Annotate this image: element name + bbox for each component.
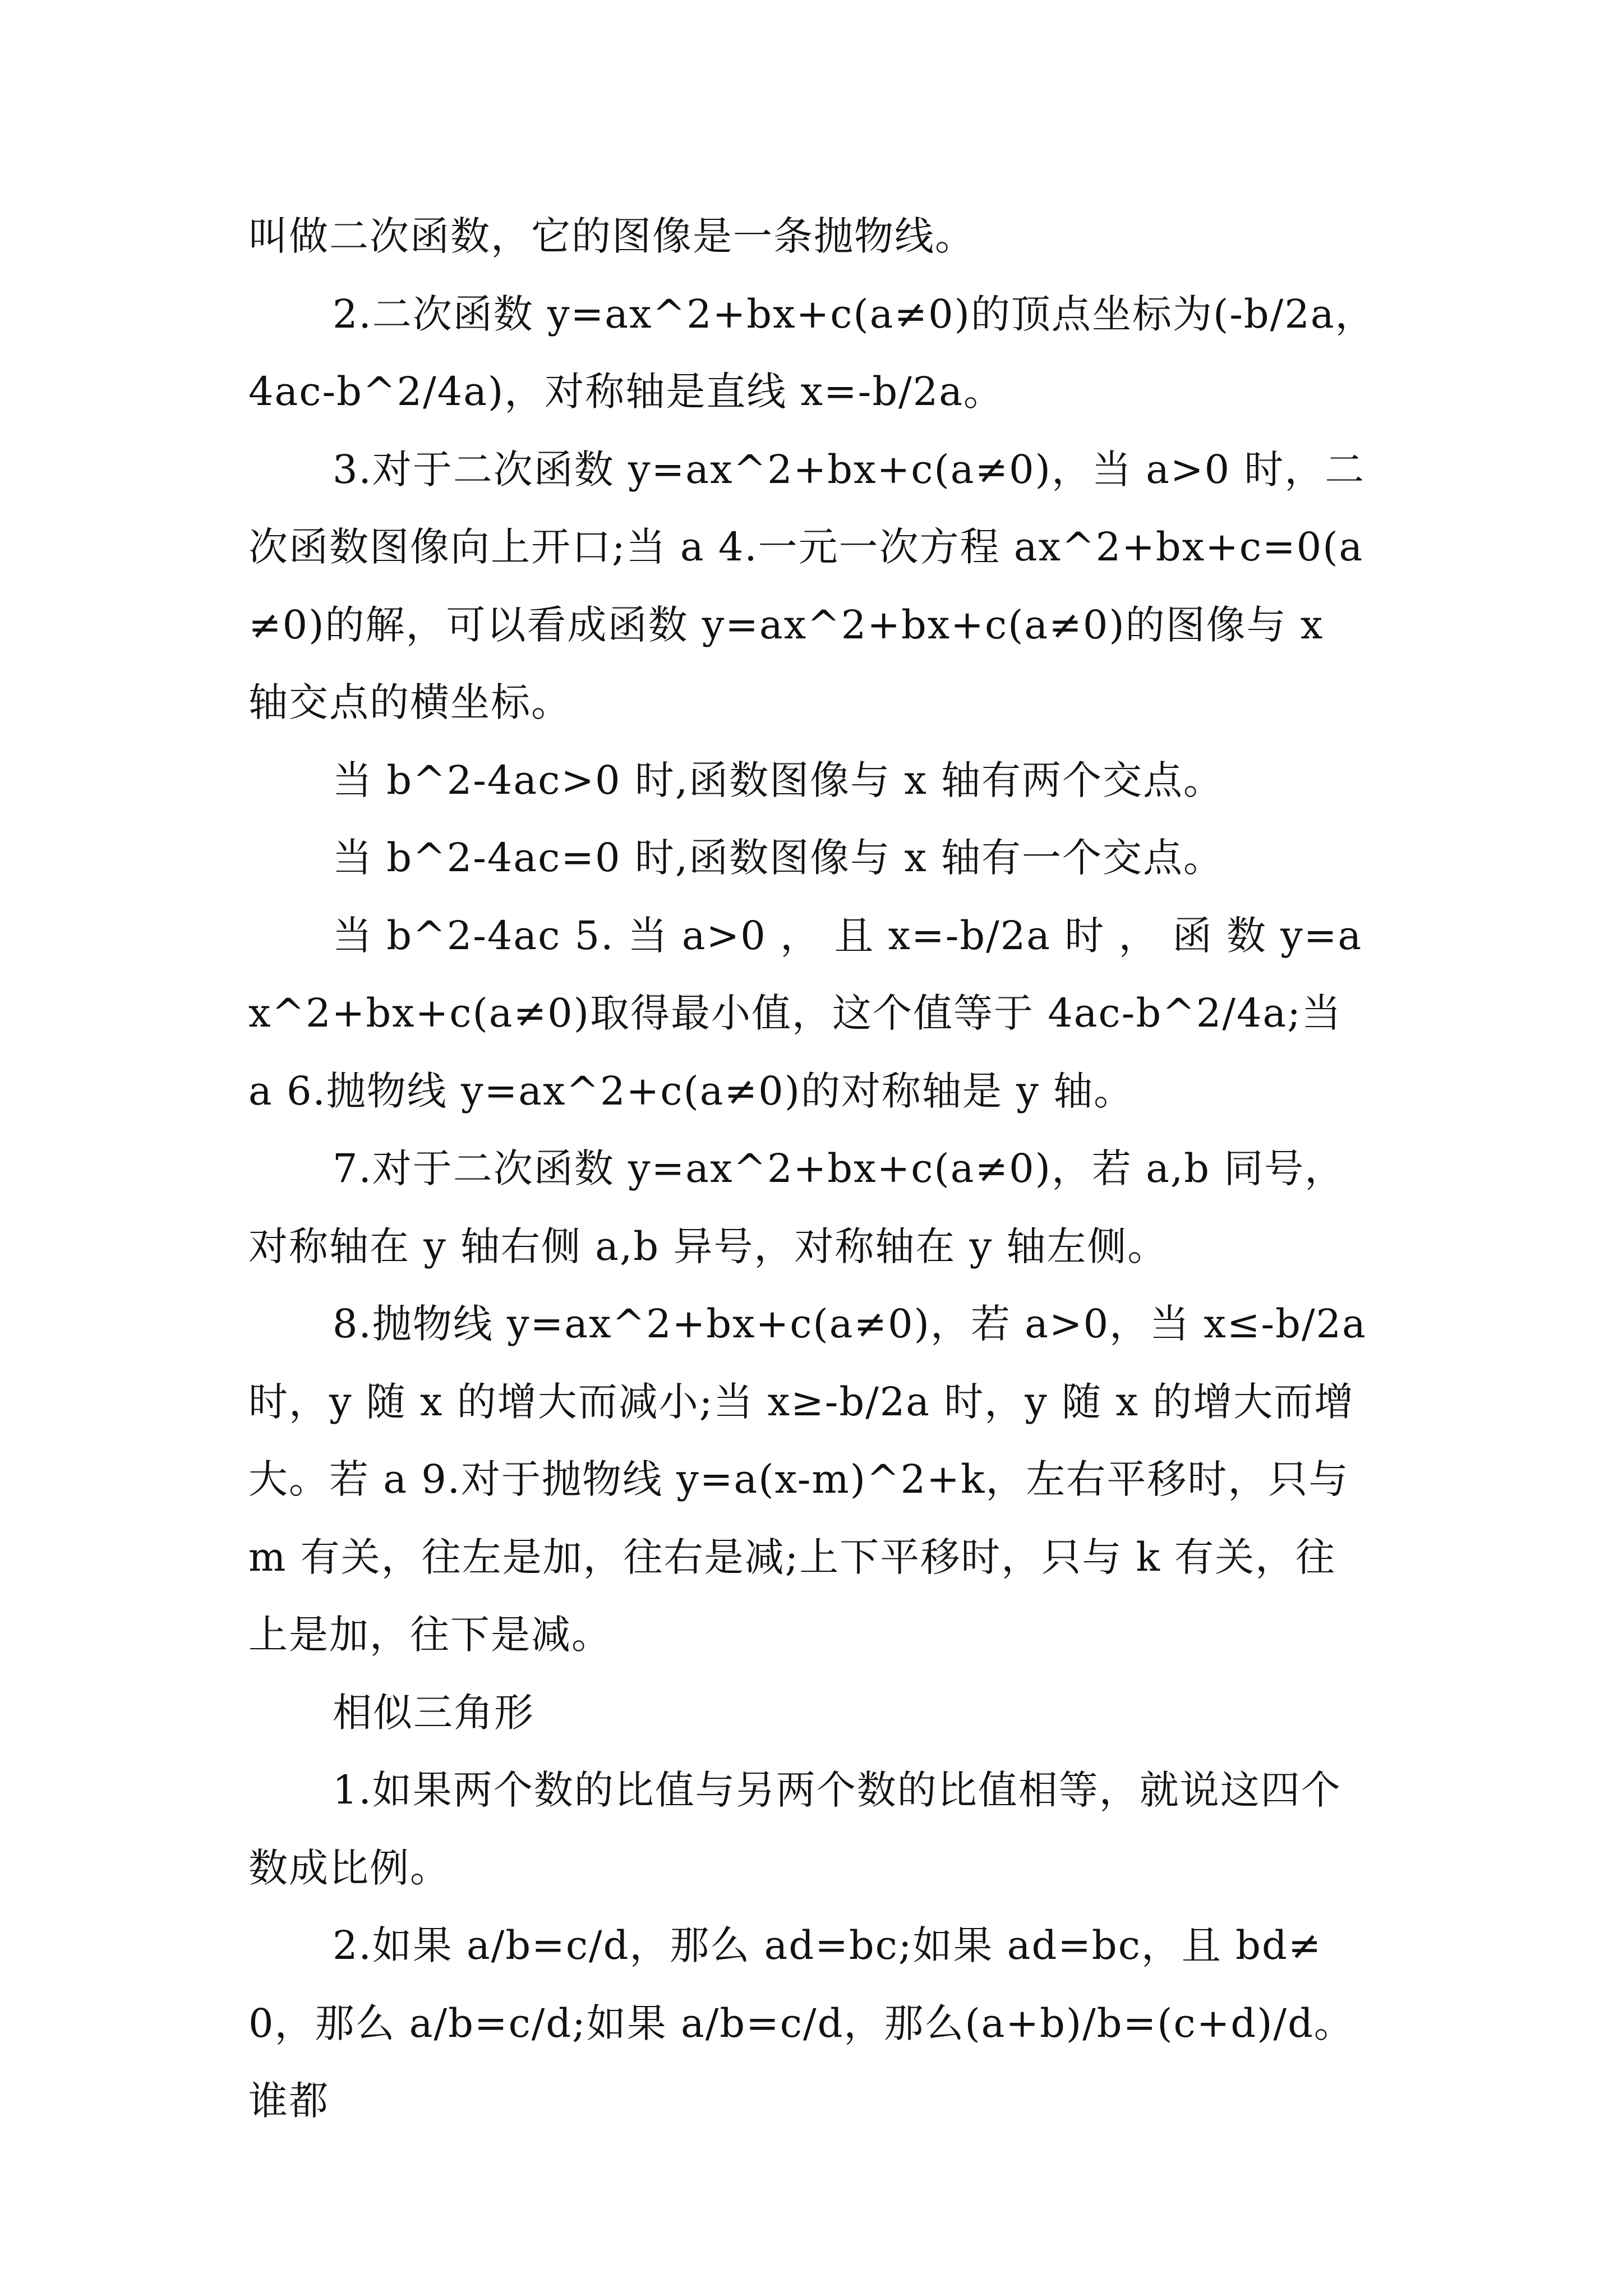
paragraph-two-intersections: 当 b^2-4ac>0 时,函数图像与 x 轴有两个交点。 [333, 757, 1224, 803]
document-body [248, 197, 1376, 2140]
paragraph-monotonicity: 8.抛物线 y=ax^2+bx+c(a≠0)，若 a>0，当 x≤-b/2a 时，y 随 x 的增大而减小;当 x≥-b/2a 时，y 随 x 的增大而增大。若 a 9.对于抛物线 y=a(x-m)^2+k，左右平移时，只与 m 有关，往左是加，往右是减;上下平移时，只与 k 有关，往上是加，往下是减。 [248, 1301, 1367, 1658]
paragraph-proportion-definition: 1.如果两个数的比值与另两个数的比值相等，就说这四个数成比例。 [248, 1767, 1341, 1891]
paragraph-axis-of-symmetry: 7.对于二次函数 y=ax^2+bx+c(a≠0)，若 a,b 同号，对称轴在 y 轴右侧 a,b 异号，对称轴在 y 轴左侧。 [248, 1145, 1345, 1269]
paragraph-opening-direction: 3.对于二次函数 y=ax^2+bx+c(a≠0)，当 a>0 时，二次函数图像向上开口;当 a 4.一元一次方程 ax^2+bx+c=0(a≠0)的解，可以看成函数 y=ax^2+bx+c(a≠0)的图像与 x 轴交点的横坐标。 [248, 446, 1366, 725]
paragraph-continuation: 叫做二次函数，它的图像是一条抛物线。 [248, 213, 975, 259]
paragraph-one-intersection: 当 b^2-4ac=0 时,函数图像与 x 轴有一个交点。 [333, 835, 1224, 881]
section-heading-similar-triangles: 相似三角形 [333, 1689, 534, 1736]
paragraph-minimum-value: 当 b^2-4ac 5. 当 a>0 ， 且 x=-b/2a 时 ， 函 数 y=ax^2+bx+c(a≠0)取得最小值，这个值等于 4ac-b^2/4a;当 a 6.抛物线 y=ax^2+c(a≠0)的对称轴是 y 轴。 [248, 912, 1363, 1114]
paragraph-proportion-properties: 2.如果 a/b=c/d，那么 ad=bc;如果 ad=bc，且 bd≠0，那么 a/b=c/d;如果 a/b=c/d，那么(a+b)/b=(c+d)/d。谁都 [248, 1922, 1354, 2124]
paragraph-vertex-coordinates: 2.二次函数 y=ax^2+bx+c(a≠0)的顶点坐标为(-b/2a，4ac-b^2/4a)，对称轴是直线 x=-b/2a。 [248, 291, 1376, 415]
